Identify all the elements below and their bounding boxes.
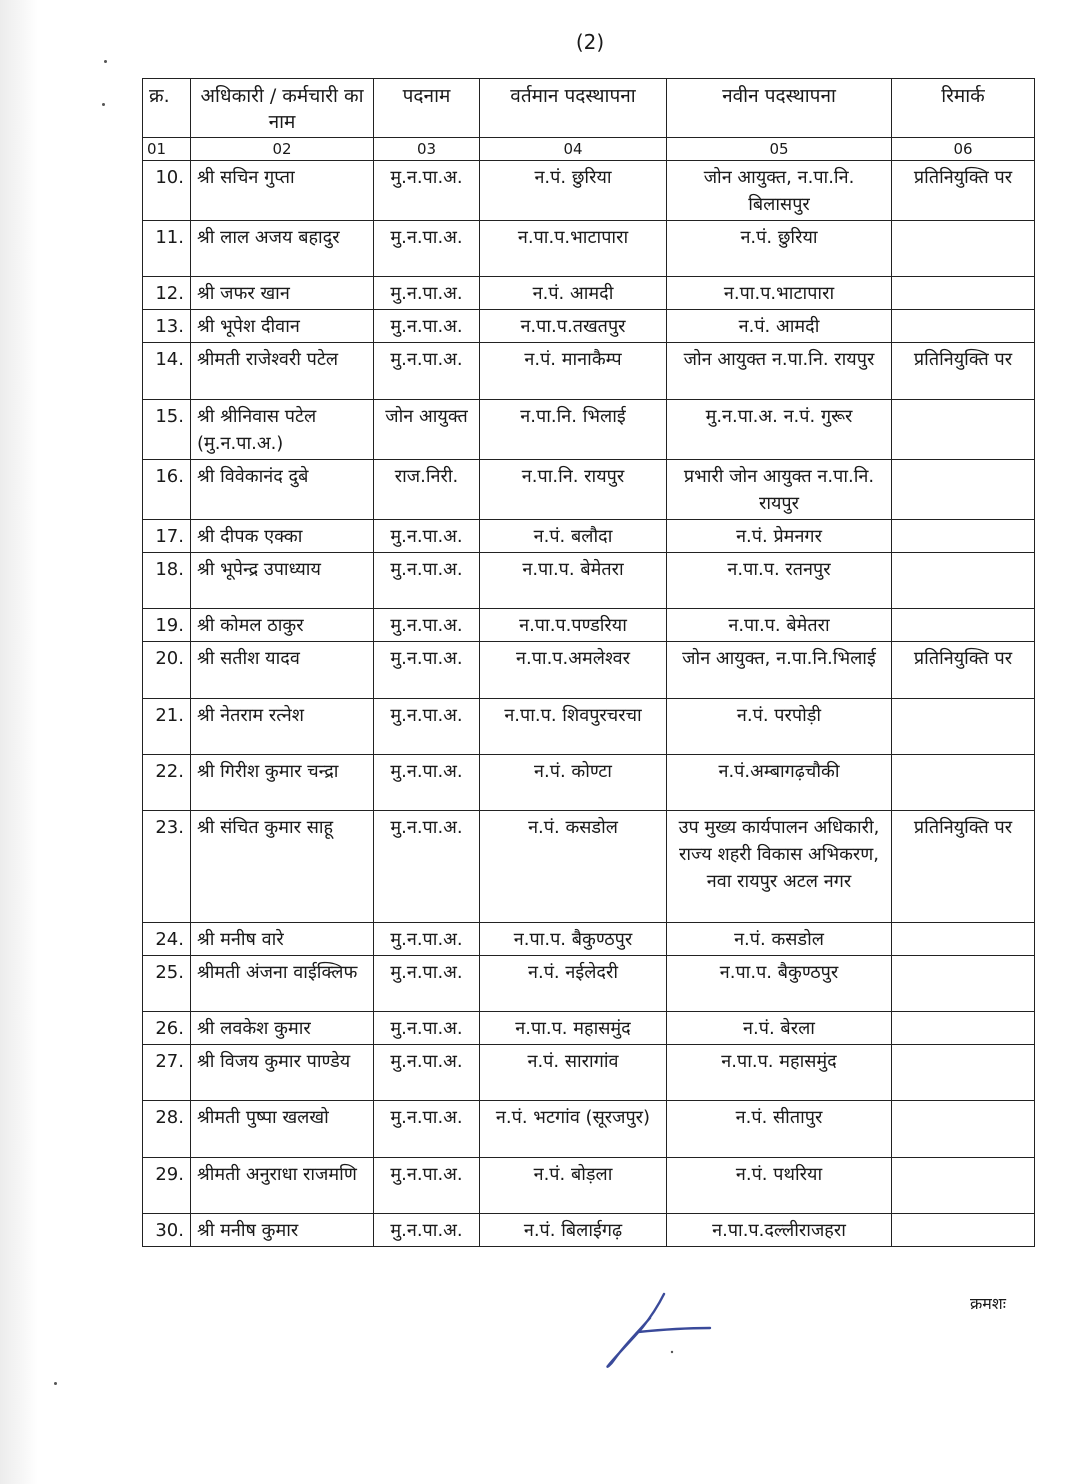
current-posting-cell: न.पं. कोण्टा	[480, 755, 667, 811]
designation-cell: मु.न.पा.अ.	[374, 642, 480, 699]
transfer-table	[142, 78, 1035, 1247]
designation-cell: मु.न.पा.अ.	[374, 161, 480, 221]
new-posting-cell: न.पं. पथरिया	[667, 1158, 892, 1214]
name-cell: श्री मनीष वारे	[191, 923, 374, 956]
serial-cell: 21.	[143, 699, 191, 755]
current-posting-cell: न.पा.प. बैकुण्ठपुर	[480, 923, 667, 956]
current-posting-cell: न.पा.प.पण्डरिया	[480, 609, 667, 642]
current-posting-cell: न.पं. बिलाईगढ़	[480, 1214, 667, 1247]
remark-cell	[892, 460, 1035, 520]
table-row	[143, 277, 1035, 310]
serial-cell: 26.	[143, 1012, 191, 1045]
current-posting-cell: न.पं. भटगांव (सूरजपुर)	[480, 1101, 667, 1158]
column-number: 05	[667, 138, 892, 161]
remark-cell: प्रतिनियुक्ति पर	[892, 343, 1035, 400]
designation-cell: मु.न.पा.अ.	[374, 310, 480, 343]
remark-cell	[892, 1045, 1035, 1101]
header-current-posting: वर्तमान पदस्थापना	[480, 79, 667, 138]
name-cell: श्री सतीश यादव	[191, 642, 374, 699]
new-posting-cell: न.पं. परपोड़ी	[667, 699, 892, 755]
designation-cell: मु.न.पा.अ.	[374, 553, 480, 609]
current-posting-cell: न.पं. कसडोल	[480, 811, 667, 923]
new-posting-cell: मु.न.पा.अ. न.पं. गुरूर	[667, 400, 892, 460]
new-posting-cell: न.पं. छुरिया	[667, 221, 892, 277]
serial-cell: 22.	[143, 755, 191, 811]
designation-cell: मु.न.पा.अ.	[374, 1214, 480, 1247]
name-cell: श्री लवकेश कुमार	[191, 1012, 374, 1045]
table-header-row	[143, 79, 1035, 138]
new-posting-cell: जोन आयुक्त न.पा.नि. रायपुर	[667, 343, 892, 400]
remark-cell	[892, 1012, 1035, 1045]
designation-cell: मु.न.पा.अ.	[374, 277, 480, 310]
header-designation: पदनाम	[374, 79, 480, 138]
serial-cell: 24.	[143, 923, 191, 956]
new-posting-cell: प्रभारी जोन आयुक्त न.पा.नि. रायपुर	[667, 460, 892, 520]
serial-cell: 15.	[143, 400, 191, 460]
header-serial: क्र.	[143, 79, 191, 138]
table-row	[143, 811, 1035, 923]
table-row	[143, 343, 1035, 400]
new-posting-cell: न.पा.प. रतनपुर	[667, 553, 892, 609]
current-posting-cell: न.पं. बलौदा	[480, 520, 667, 553]
current-posting-cell: न.पं. छुरिया	[480, 161, 667, 221]
designation-cell: मु.न.पा.अ.	[374, 609, 480, 642]
current-posting-cell: न.पा.प. बेमेतरा	[480, 553, 667, 609]
table-row	[143, 221, 1035, 277]
remark-cell	[892, 699, 1035, 755]
new-posting-cell: न.पा.प. महासमुंद	[667, 1045, 892, 1101]
scan-speck	[102, 103, 105, 106]
remark-cell	[892, 400, 1035, 460]
scan-speck	[54, 1382, 57, 1385]
table-row	[143, 642, 1035, 699]
new-posting-cell: न.पं. प्रेमनगर	[667, 520, 892, 553]
header-new-posting: नवीन पदस्थापना	[667, 79, 892, 138]
table-row	[143, 956, 1035, 1012]
name-cell: श्री जफर खान	[191, 277, 374, 310]
table-row	[143, 1101, 1035, 1158]
scan-edge-shadow	[0, 0, 38, 1484]
name-cell: श्री भूपेश दीवान	[191, 310, 374, 343]
current-posting-cell: न.पं. सारागांव	[480, 1045, 667, 1101]
current-posting-cell: न.पं. आमदी	[480, 277, 667, 310]
designation-cell: मु.न.पा.अ.	[374, 699, 480, 755]
column-number-row	[143, 138, 1035, 161]
table-row	[143, 609, 1035, 642]
remark-cell	[892, 1101, 1035, 1158]
name-cell: श्री नेतराम रत्नेश	[191, 699, 374, 755]
table-row	[143, 699, 1035, 755]
current-posting-cell: न.पा.नि. रायपुर	[480, 460, 667, 520]
designation-cell: मु.न.पा.अ.	[374, 1158, 480, 1214]
name-cell: श्री विजय कुमार पाण्डेय	[191, 1045, 374, 1101]
remark-cell	[892, 923, 1035, 956]
serial-cell: 18.	[143, 553, 191, 609]
column-number: 06	[892, 138, 1035, 161]
remark-cell	[892, 755, 1035, 811]
remark-cell	[892, 1214, 1035, 1247]
new-posting-cell: न.पं. बेरला	[667, 1012, 892, 1045]
table-row	[143, 460, 1035, 520]
current-posting-cell: न.पं. बोड़ला	[480, 1158, 667, 1214]
column-number: 03	[374, 138, 480, 161]
remark-cell	[892, 221, 1035, 277]
serial-cell: 12.	[143, 277, 191, 310]
designation-cell: मु.न.पा.अ.	[374, 1012, 480, 1045]
new-posting-cell: न.पा.प.भाटापारा	[667, 277, 892, 310]
designation-cell: मु.न.पा.अ.	[374, 923, 480, 956]
current-posting-cell: न.पं. नईलेदरी	[480, 956, 667, 1012]
current-posting-cell: न.पा.प. शिवपुरचरचा	[480, 699, 667, 755]
designation-cell: मु.न.पा.अ.	[374, 221, 480, 277]
table-row	[143, 1214, 1035, 1247]
serial-cell: 25.	[143, 956, 191, 1012]
serial-cell: 20.	[143, 642, 191, 699]
serial-cell: 17.	[143, 520, 191, 553]
name-cell: श्रीमती अंजना वाईक्लिफ	[191, 956, 374, 1012]
current-posting-cell: न.पा.प.अमलेश्वर	[480, 642, 667, 699]
signature-scribble	[598, 1288, 728, 1370]
serial-cell: 16.	[143, 460, 191, 520]
remark-cell	[892, 1158, 1035, 1214]
column-number: 01	[143, 138, 191, 161]
current-posting-cell: न.पा.नि. भिलाई	[480, 400, 667, 460]
column-number: 02	[191, 138, 374, 161]
name-cell: श्री कोमल ठाकुर	[191, 609, 374, 642]
remark-cell	[892, 553, 1035, 609]
serial-cell: 11.	[143, 221, 191, 277]
new-posting-cell: न.पा.प. बेमेतरा	[667, 609, 892, 642]
column-number: 04	[480, 138, 667, 161]
scan-speck	[104, 60, 107, 63]
remark-cell: प्रतिनियुक्ति पर	[892, 642, 1035, 699]
new-posting-cell: न.पं. आमदी	[667, 310, 892, 343]
serial-cell: 29.	[143, 1158, 191, 1214]
serial-cell: 28.	[143, 1101, 191, 1158]
designation-cell: मु.न.पा.अ.	[374, 956, 480, 1012]
name-cell: श्री सचिन गुप्ता	[191, 161, 374, 221]
new-posting-cell: जोन आयुक्त, न.पा.नि. बिलासपुर	[667, 161, 892, 221]
current-posting-cell: न.पं. मानाकैम्प	[480, 343, 667, 400]
name-cell: श्री मनीष कुमार	[191, 1214, 374, 1247]
new-posting-cell: न.पं. कसडोल	[667, 923, 892, 956]
remark-cell: प्रतिनियुक्ति पर	[892, 161, 1035, 221]
serial-cell: 27.	[143, 1045, 191, 1101]
designation-cell: राज.निरी.	[374, 460, 480, 520]
designation-cell: मु.न.पा.अ.	[374, 811, 480, 923]
table-row	[143, 1012, 1035, 1045]
table-row	[143, 1158, 1035, 1214]
name-cell: श्रीमती पुष्पा खलखो	[191, 1101, 374, 1158]
page-number: (2)	[575, 30, 605, 54]
designation-cell: मु.न.पा.अ.	[374, 755, 480, 811]
name-cell: श्री लाल अजय बहादुर	[191, 221, 374, 277]
serial-cell: 23.	[143, 811, 191, 923]
remark-cell: प्रतिनियुक्ति पर	[892, 811, 1035, 923]
serial-cell: 14.	[143, 343, 191, 400]
table-row	[143, 1045, 1035, 1101]
name-cell: श्रीमती राजेश्वरी पटेल	[191, 343, 374, 400]
serial-cell: 13.	[143, 310, 191, 343]
new-posting-cell: न.पं.अम्बागढ़चौकी	[667, 755, 892, 811]
current-posting-cell: न.पा.प. महासमुंद	[480, 1012, 667, 1045]
table-row	[143, 553, 1035, 609]
name-cell: श्री भूपेन्द्र उपाध्याय	[191, 553, 374, 609]
serial-cell: 10.	[143, 161, 191, 221]
header-name: अधिकारी / कर्मचारी का नाम	[191, 79, 374, 138]
new-posting-cell: न.पा.प. बैकुण्ठपुर	[667, 956, 892, 1012]
remark-cell	[892, 310, 1035, 343]
name-cell: श्री विवेकानंद दुबे	[191, 460, 374, 520]
continued-note: क्रमशः	[970, 1294, 1006, 1313]
serial-cell: 19.	[143, 609, 191, 642]
name-cell: श्री दीपक एक्का	[191, 520, 374, 553]
table-row	[143, 520, 1035, 553]
table-row	[143, 400, 1035, 460]
name-cell: श्री गिरीश कुमार चन्द्रा	[191, 755, 374, 811]
name-cell: श्रीमती अनुराधा राजमणि	[191, 1158, 374, 1214]
table-row	[143, 161, 1035, 221]
remark-cell	[892, 956, 1035, 1012]
designation-cell: मु.न.पा.अ.	[374, 520, 480, 553]
remark-cell	[892, 277, 1035, 310]
remark-cell	[892, 609, 1035, 642]
designation-cell: मु.न.पा.अ.	[374, 1045, 480, 1101]
designation-cell: मु.न.पा.अ.	[374, 1101, 480, 1158]
table-row	[143, 755, 1035, 811]
name-cell: श्री श्रीनिवास पटेल (मु.न.पा.अ.)	[191, 400, 374, 460]
header-remark: रिमार्क	[892, 79, 1035, 138]
new-posting-cell: जोन आयुक्त, न.पा.नि.भिलाई	[667, 642, 892, 699]
designation-cell: जोन आयुक्त	[374, 400, 480, 460]
new-posting-cell: न.पं. सीतापुर	[667, 1101, 892, 1158]
name-cell: श्री संचित कुमार साहू	[191, 811, 374, 923]
remark-cell	[892, 520, 1035, 553]
current-posting-cell: न.पा.प.भाटापारा	[480, 221, 667, 277]
new-posting-cell: न.पा.प.दल्लीराजहरा	[667, 1214, 892, 1247]
current-posting-cell: न.पा.प.तखतपुर	[480, 310, 667, 343]
table-row	[143, 310, 1035, 343]
table-row	[143, 923, 1035, 956]
new-posting-cell: उप मुख्य कार्यपालन अधिकारी, राज्य शहरी विकास अभिकरण, नवा रायपुर अटल नगर	[667, 811, 892, 923]
designation-cell: मु.न.पा.अ.	[374, 343, 480, 400]
serial-cell: 30.	[143, 1214, 191, 1247]
